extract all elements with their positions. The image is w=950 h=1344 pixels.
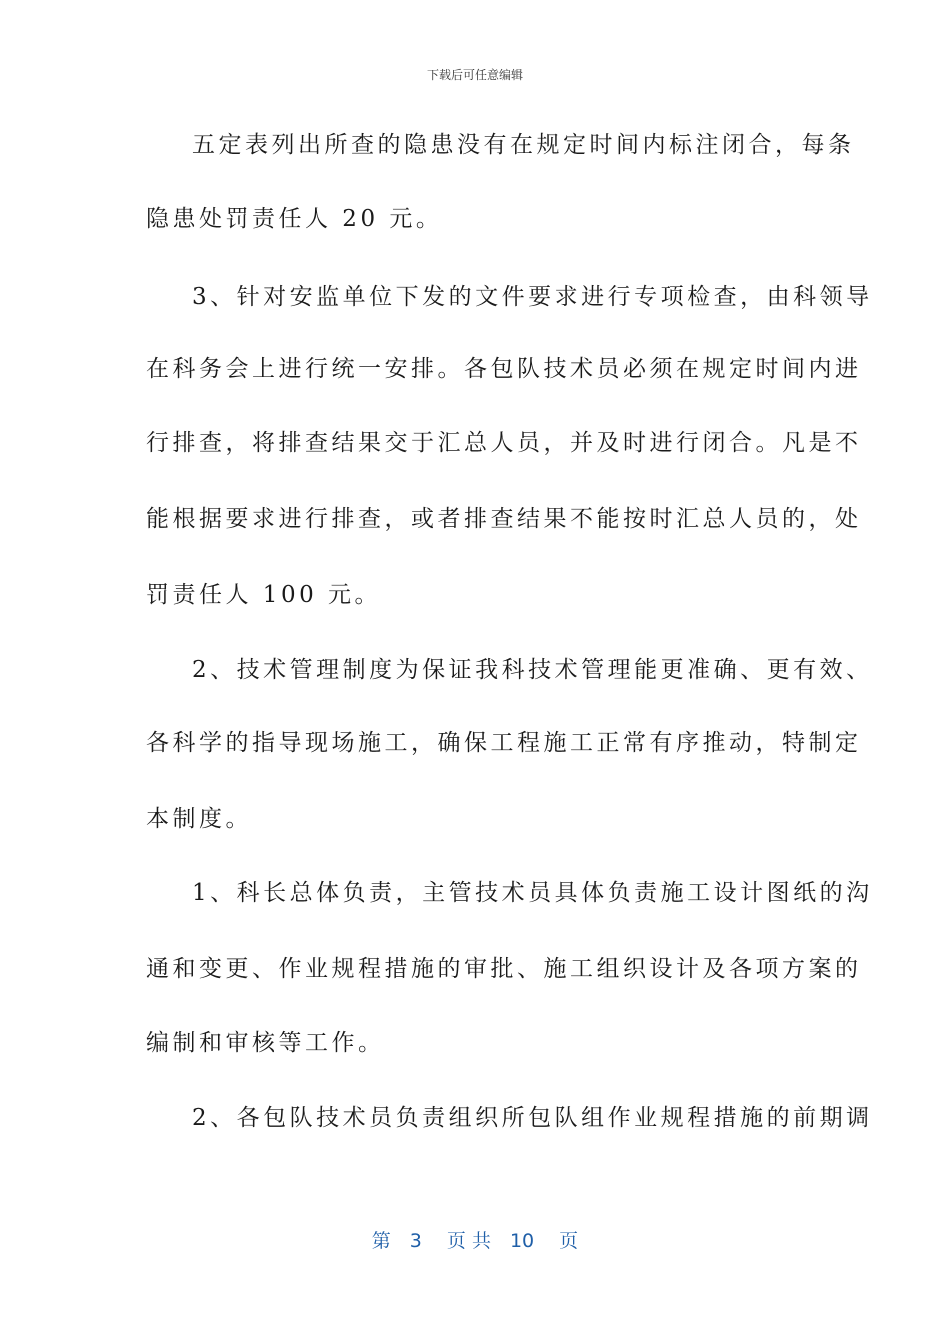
header-note: 下载后可任意编辑 bbox=[426, 68, 523, 82]
body-line-1: 五定表列出所查的隐患没有在规定时间内标注闭合，每条 bbox=[192, 132, 855, 158]
body-line-4: 在科务会上进行统一安排。各包队技术员必须在规定时间内进 bbox=[146, 356, 862, 382]
body-line-8: 2、技术管理制度为保证我科技术管理能更准确、更有效、 bbox=[192, 657, 873, 683]
body-line-7: 罚责任人 100 元。 bbox=[146, 582, 382, 608]
body-line-6: 能根据要求进行排查，或者排查结果不能按时汇总人员的，处 bbox=[146, 506, 862, 532]
body-line-9: 各科学的指导现场施工，确保工程施工正常有序推动，特制定 bbox=[146, 730, 862, 756]
body-line-14: 2、各包队技术员负责组织所包队组作业规程措施的前期调 bbox=[192, 1105, 873, 1131]
page-number-footer: 第 3 页 共 10 页 bbox=[371, 1230, 579, 1252]
body-line-5: 行排查，将排查结果交于汇总人员，并及时进行闭合。凡是不 bbox=[146, 430, 862, 456]
body-line-10: 本制度。 bbox=[146, 806, 252, 832]
body-line-11: 1、科长总体负责，主管技术员具体负责施工设计图纸的沟 bbox=[192, 880, 873, 906]
body-line-2: 隐患处罚责任人 20 元。 bbox=[146, 206, 443, 232]
body-line-13: 编制和审核等工作。 bbox=[146, 1030, 385, 1056]
body-line-12: 通和变更、作业规程措施的审批、施工组织设计及各项方案的 bbox=[146, 956, 862, 982]
body-line-3: 3、针对安监单位下发的文件要求进行专项检查，由科领导 bbox=[192, 284, 873, 310]
